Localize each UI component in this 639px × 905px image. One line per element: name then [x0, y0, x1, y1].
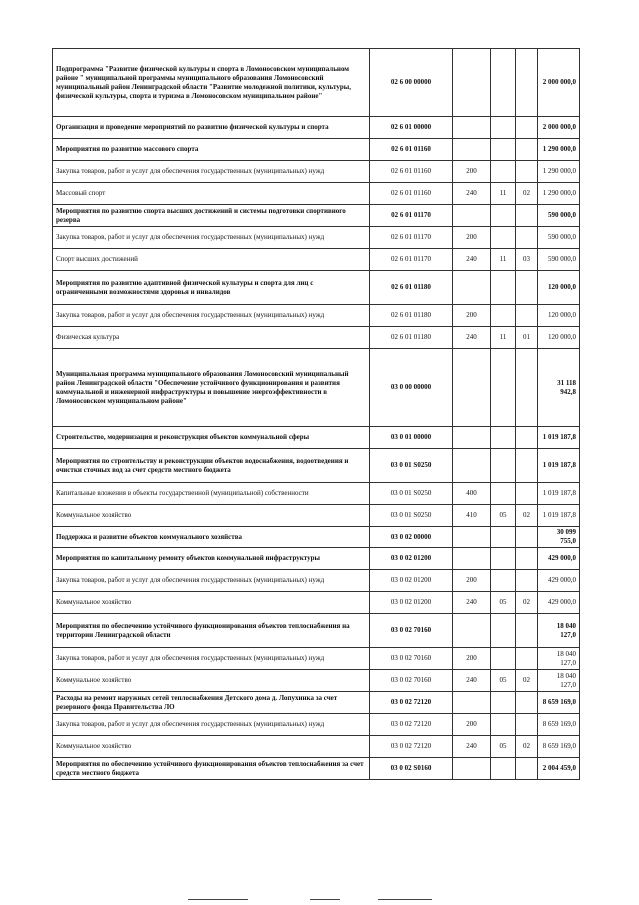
row-target-code: 02 6 01 01170	[370, 249, 453, 271]
row-subsection	[516, 271, 538, 305]
table-row	[53, 505, 580, 527]
row-amount: 2 000 000,0	[538, 117, 580, 139]
row-section	[491, 117, 516, 139]
row-amount: 120 000,0	[538, 327, 580, 349]
row-section	[491, 449, 516, 483]
row-subsection	[516, 205, 538, 227]
row-amount: 1 019 187,8	[538, 449, 580, 483]
row-target-code: 02 6 01 00000	[370, 117, 453, 139]
row-amount: 8 659 169,0	[538, 692, 580, 714]
row-expense-type: 240	[453, 592, 491, 614]
row-subsection	[516, 714, 538, 736]
footer-rule	[310, 899, 340, 900]
table-row	[53, 183, 580, 205]
row-section	[491, 427, 516, 449]
row-target-code: 03 0 02 70160	[370, 648, 453, 670]
table-row	[53, 449, 580, 483]
row-expense-type: 200	[453, 305, 491, 327]
row-amount: 18 040 127,0	[538, 670, 580, 692]
row-name: Закупка товаров, работ и услуг для обеспечения государственных (муниципальных) нужд	[53, 305, 370, 327]
row-subsection	[516, 548, 538, 570]
table-row	[53, 305, 580, 327]
table-row	[53, 49, 580, 117]
row-target-code: 02 6 01 01160	[370, 183, 453, 205]
row-expense-type: 200	[453, 161, 491, 183]
table-row	[53, 527, 580, 548]
row-name: Коммунальное хозяйство	[53, 736, 370, 758]
row-name: Закупка товаров, работ и услуг для обеспечения государственных (муниципальных) нужд	[53, 648, 370, 670]
table-row	[53, 670, 580, 692]
row-target-code: 03 0 02 01200	[370, 570, 453, 592]
row-section	[491, 570, 516, 592]
row-expense-type	[453, 49, 491, 117]
row-subsection: 01	[516, 327, 538, 349]
table-row	[53, 592, 580, 614]
row-amount: 1 290 000,0	[538, 183, 580, 205]
row-section: 11	[491, 249, 516, 271]
row-target-code: 03 0 01 S0250	[370, 449, 453, 483]
row-amount: 1 019 187,8	[538, 427, 580, 449]
row-section	[491, 49, 516, 117]
row-amount: 590 000,0	[538, 249, 580, 271]
row-amount: 1 019 187,8	[538, 483, 580, 505]
row-target-code: 03 0 02 72120	[370, 736, 453, 758]
table-row	[53, 227, 580, 249]
row-target-code: 03 0 01 00000	[370, 427, 453, 449]
row-subsection	[516, 161, 538, 183]
row-amount: 18 040 127,0	[538, 648, 580, 670]
row-subsection	[516, 449, 538, 483]
row-subsection	[516, 570, 538, 592]
row-section: 11	[491, 183, 516, 205]
row-expense-type: 240	[453, 183, 491, 205]
row-expense-type	[453, 139, 491, 161]
row-section: 11	[491, 327, 516, 349]
row-section	[491, 227, 516, 249]
table-row	[53, 570, 580, 592]
table-row	[53, 349, 580, 427]
row-target-code: 03 0 02 70160	[370, 670, 453, 692]
row-section	[491, 161, 516, 183]
row-expense-type: 400	[453, 483, 491, 505]
row-expense-type: 240	[453, 327, 491, 349]
row-subsection	[516, 139, 538, 161]
row-expense-type	[453, 117, 491, 139]
row-amount: 18 040 127,0	[538, 614, 580, 648]
row-name: Коммунальное хозяйство	[53, 592, 370, 614]
row-subsection	[516, 483, 538, 505]
row-target-code: 02 6 01 01160	[370, 161, 453, 183]
row-section	[491, 139, 516, 161]
row-subsection	[516, 227, 538, 249]
row-expense-type: 200	[453, 714, 491, 736]
row-name: Мероприятия по развитию массового спорта	[53, 139, 370, 161]
table-row	[53, 139, 580, 161]
row-target-code: 02 6 01 01170	[370, 205, 453, 227]
row-subsection	[516, 305, 538, 327]
row-section	[491, 548, 516, 570]
row-expense-type	[453, 548, 491, 570]
row-section: 05	[491, 670, 516, 692]
row-amount: 8 659 169,0	[538, 736, 580, 758]
row-subsection	[516, 427, 538, 449]
table-row	[53, 548, 580, 570]
row-name: Поддержка и развитие объектов коммунального хозяйства	[53, 527, 370, 548]
row-name: Мероприятия по обеспечению устойчивого функционирования объектов теплоснабжения за счет средств местного бюджета	[53, 758, 370, 780]
row-target-code: 03 0 02 01200	[370, 548, 453, 570]
row-amount: 590 000,0	[538, 205, 580, 227]
row-target-code: 03 0 02 72120	[370, 692, 453, 714]
row-name: Массовый спорт	[53, 183, 370, 205]
row-subsection	[516, 117, 538, 139]
table-row	[53, 614, 580, 648]
row-subsection	[516, 648, 538, 670]
row-section	[491, 483, 516, 505]
table-row	[53, 714, 580, 736]
footer-rule	[378, 899, 432, 900]
row-section: 05	[491, 736, 516, 758]
row-section: 05	[491, 505, 516, 527]
row-section	[491, 648, 516, 670]
table-row	[53, 161, 580, 183]
row-expense-type: 240	[453, 736, 491, 758]
row-expense-type	[453, 692, 491, 714]
row-subsection	[516, 758, 538, 780]
row-target-code: 03 0 02 01200	[370, 592, 453, 614]
row-target-code: 02 6 00 00000	[370, 49, 453, 117]
row-amount: 429 000,0	[538, 570, 580, 592]
row-expense-type: 410	[453, 505, 491, 527]
row-target-code: 03 0 02 70160	[370, 614, 453, 648]
row-amount: 30 099 755,0	[538, 527, 580, 548]
table-row	[53, 327, 580, 349]
row-subsection: 03	[516, 249, 538, 271]
row-target-code: 02 6 01 01160	[370, 139, 453, 161]
budget-table	[52, 48, 580, 780]
table-row	[53, 427, 580, 449]
row-section	[491, 349, 516, 427]
table-row	[53, 736, 580, 758]
table-row	[53, 483, 580, 505]
row-amount: 590 000,0	[538, 227, 580, 249]
row-section: 05	[491, 592, 516, 614]
row-amount: 120 000,0	[538, 305, 580, 327]
row-subsection	[516, 349, 538, 427]
row-target-code: 02 6 01 01180	[370, 327, 453, 349]
row-name: Мероприятия по строительству и реконструкции объектов водоснабжения, водоотведения и очистки сточных вод за счет средств местного бюджета	[53, 449, 370, 483]
row-expense-type	[453, 271, 491, 305]
table-row	[53, 271, 580, 305]
row-expense-type	[453, 527, 491, 548]
row-expense-type	[453, 205, 491, 227]
row-expense-type: 240	[453, 249, 491, 271]
row-name: Мероприятия по капитальному ремонту объектов коммунальной инфраструктуры	[53, 548, 370, 570]
row-subsection: 02	[516, 183, 538, 205]
row-name: Закупка товаров, работ и услуг для обеспечения государственных (муниципальных) нужд	[53, 570, 370, 592]
row-subsection	[516, 49, 538, 117]
row-subsection	[516, 692, 538, 714]
row-section	[491, 714, 516, 736]
row-name: Капитальные вложения в объекты государственной (муниципальной) собственности	[53, 483, 370, 505]
table-row	[53, 692, 580, 714]
row-name: Закупка товаров, работ и услуг для обеспечения государственных (муниципальных) нужд	[53, 714, 370, 736]
row-target-code: 03 0 01 S0250	[370, 505, 453, 527]
row-amount: 2 004 459,0	[538, 758, 580, 780]
row-target-code: 03 0 02 72120	[370, 714, 453, 736]
row-subsection: 02	[516, 592, 538, 614]
row-subsection: 02	[516, 736, 538, 758]
row-subsection: 02	[516, 505, 538, 527]
table-row	[53, 758, 580, 780]
row-target-code: 03 0 02 00000	[370, 527, 453, 548]
table-row	[53, 117, 580, 139]
row-expense-type	[453, 449, 491, 483]
row-amount: 1 290 000,0	[538, 161, 580, 183]
row-section	[491, 271, 516, 305]
row-target-code: 03 0 02 S0160	[370, 758, 453, 780]
row-name: Мероприятия по развитию спорта высших достижений и системы подготовки спортивного резерва	[53, 205, 370, 227]
row-name: Строительство, модернизация и реконструкция объектов коммунальной сферы	[53, 427, 370, 449]
row-section	[491, 527, 516, 548]
row-amount: 31 118 942,8	[538, 349, 580, 427]
row-section	[491, 305, 516, 327]
table-row	[53, 648, 580, 670]
row-name: Закупка товаров, работ и услуг для обеспечения государственных (муниципальных) нужд	[53, 227, 370, 249]
row-section	[491, 758, 516, 780]
row-name: Организация и проведение мероприятий по развитию физической культуры и спорта	[53, 117, 370, 139]
row-target-code: 03 0 01 S0250	[370, 483, 453, 505]
row-subsection: 02	[516, 670, 538, 692]
row-expense-type	[453, 614, 491, 648]
budget-table-body	[53, 49, 580, 780]
row-amount: 429 000,0	[538, 592, 580, 614]
row-expense-type: 240	[453, 670, 491, 692]
row-expense-type: 200	[453, 648, 491, 670]
row-expense-type	[453, 758, 491, 780]
row-amount: 2 000 000,0	[538, 49, 580, 117]
row-amount: 1 290 000,0	[538, 139, 580, 161]
row-amount: 429 000,0	[538, 548, 580, 570]
row-target-code: 03 0 00 00000	[370, 349, 453, 427]
row-name: Мероприятия по развитию адаптивной физической культуры и спорта для лиц с ограниченными возможностями здоровья и инвалидов	[53, 271, 370, 305]
row-target-code: 02 6 01 01180	[370, 305, 453, 327]
table-row	[53, 249, 580, 271]
row-name: Муниципальная программа муниципального образования Ломоносовский муниципальный район Ленинградской области "Обеспечение устойчивого функционирования и развития коммунальной и инженерной инфраструктуры и повышение энергоэффективности в Ломоносовском муниципальном районе"	[53, 349, 370, 427]
row-target-code: 02 6 01 01180	[370, 271, 453, 305]
row-name: Расходы на ремонт наружных сетей теплоснабжения Детского дома д. Лопухинка за счет резервного фонда Правительства ЛО	[53, 692, 370, 714]
row-name: Подпрограмма "Развитие физической культуры и спорта в Ломоносовском муниципальном районе " муниципальной программы муниципального образования Ломоносовский муниципальный район Ленинградской области "Развитие молодежной политики, культуры, физической культуры, спорта и туризма в Ломоносовском муниципальном районе"	[53, 49, 370, 117]
row-name: Закупка товаров, работ и услуг для обеспечения государственных (муниципальных) нужд	[53, 161, 370, 183]
row-section	[491, 205, 516, 227]
row-expense-type: 200	[453, 570, 491, 592]
row-subsection	[516, 614, 538, 648]
row-name: Коммунальное хозяйство	[53, 670, 370, 692]
row-name: Мероприятия по обеспечению устойчивого функционирования объектов теплоснабжения на территории Ленинградской области	[53, 614, 370, 648]
row-name: Физическая культура	[53, 327, 370, 349]
row-section	[491, 692, 516, 714]
row-amount: 1 019 187,8	[538, 505, 580, 527]
table-row	[53, 205, 580, 227]
row-subsection	[516, 527, 538, 548]
row-name: Коммунальное хозяйство	[53, 505, 370, 527]
row-section	[491, 614, 516, 648]
row-expense-type	[453, 349, 491, 427]
row-name: Спорт высших достижений	[53, 249, 370, 271]
row-amount: 8 659 169,0	[538, 714, 580, 736]
footer-rule	[188, 899, 248, 900]
row-expense-type	[453, 427, 491, 449]
row-expense-type: 200	[453, 227, 491, 249]
row-amount: 120 000,0	[538, 271, 580, 305]
row-target-code: 02 6 01 01170	[370, 227, 453, 249]
